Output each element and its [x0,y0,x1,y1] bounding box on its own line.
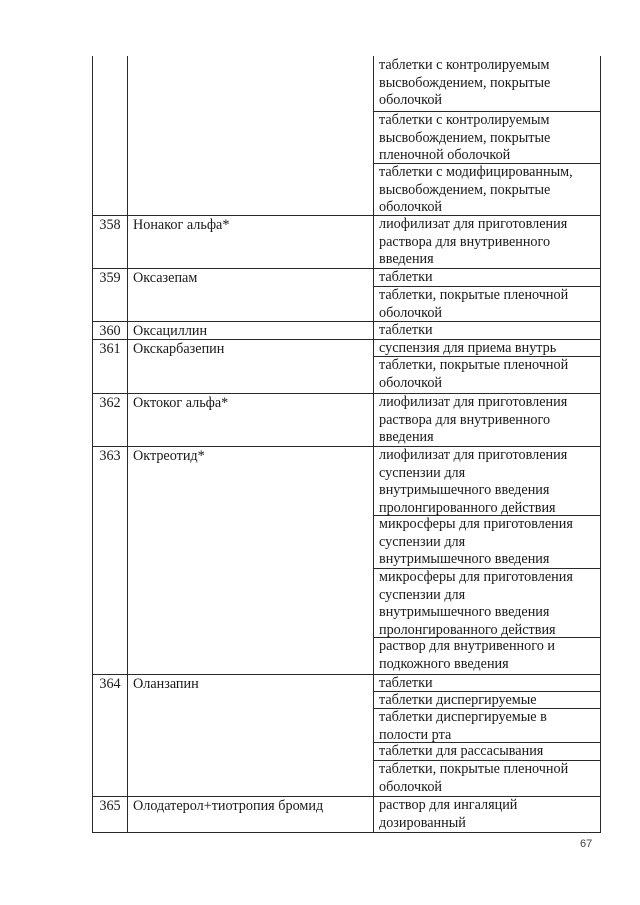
row-number: 358 [99,217,121,233]
dosage-form: лиофилизат для приготовления раствора для внутривенного введения [379,216,568,267]
dosage-form: таблетки, покрытые пленочной оболочкой [379,357,569,391]
drug-name: Окскарбазепин [133,341,225,357]
table-column-border [92,56,93,832]
dosage-form: раствор для ингаляций дозированный [379,797,518,831]
drug-name: Октреотид* [133,448,205,464]
dosage-form: таблетки с контролируемым высвобождением, покрытые оболочкой [379,57,551,108]
row-number: 361 [99,341,121,357]
dosage-form: лиофилизат для приготовления раствора для внутривенного введения [379,394,568,445]
drug-name: Оксазепам [133,270,198,286]
row-number: 363 [99,448,121,464]
drug-name: Нонаког альфа* [133,217,230,233]
dosage-form: микросферы для приготовления суспензии для внутримышечного введения пролонгированного действия [379,569,573,638]
drug-name: Оланзапин [133,676,199,692]
row-number: 364 [99,676,121,692]
page-number: 67 [580,838,593,850]
dosage-form: раствор для внутривенного и подкожного введения [379,638,555,672]
row-number: 362 [99,395,121,411]
table-row-border [92,832,601,833]
dosage-form: таблетки с модифицированным, высвобождением, покрытые оболочкой [379,164,573,215]
dosage-form: таблетки, покрытые пленочной оболочкой [379,287,569,321]
row-number: 359 [99,270,121,286]
drug-name: Оксациллин [133,323,208,339]
dosage-form: лиофилизат для приготовления суспензии для внутримышечного введения пролонгированного действия [379,447,568,516]
dosage-form: таблетки с контролируемым высвобождением, покрытые пленочной оболочкой [379,112,551,163]
dosage-form: таблетки [379,675,433,691]
dosage-form: таблетки, покрытые пленочной оболочкой [379,761,569,795]
dosage-form: таблетки [379,269,433,285]
dosage-form: таблетки диспергируемые в полости рта [379,709,547,743]
dosage-form: таблетки диспергируемые [379,692,537,708]
drug-name: Октоког альфа* [133,395,229,411]
dosage-form: микросферы для приготовления суспензии для внутримышечного введения [379,516,573,567]
table-column-border [127,56,128,832]
dosage-form: таблетки для рассасывания [379,743,544,759]
table-column-border [373,56,374,832]
dosage-form: суспензия для приема внутрь [379,340,557,356]
drug-name: Олодатерол+тиотропия бромид [133,798,324,814]
row-number: 360 [99,323,121,339]
row-number: 365 [99,798,121,814]
dosage-form: таблетки [379,322,433,338]
